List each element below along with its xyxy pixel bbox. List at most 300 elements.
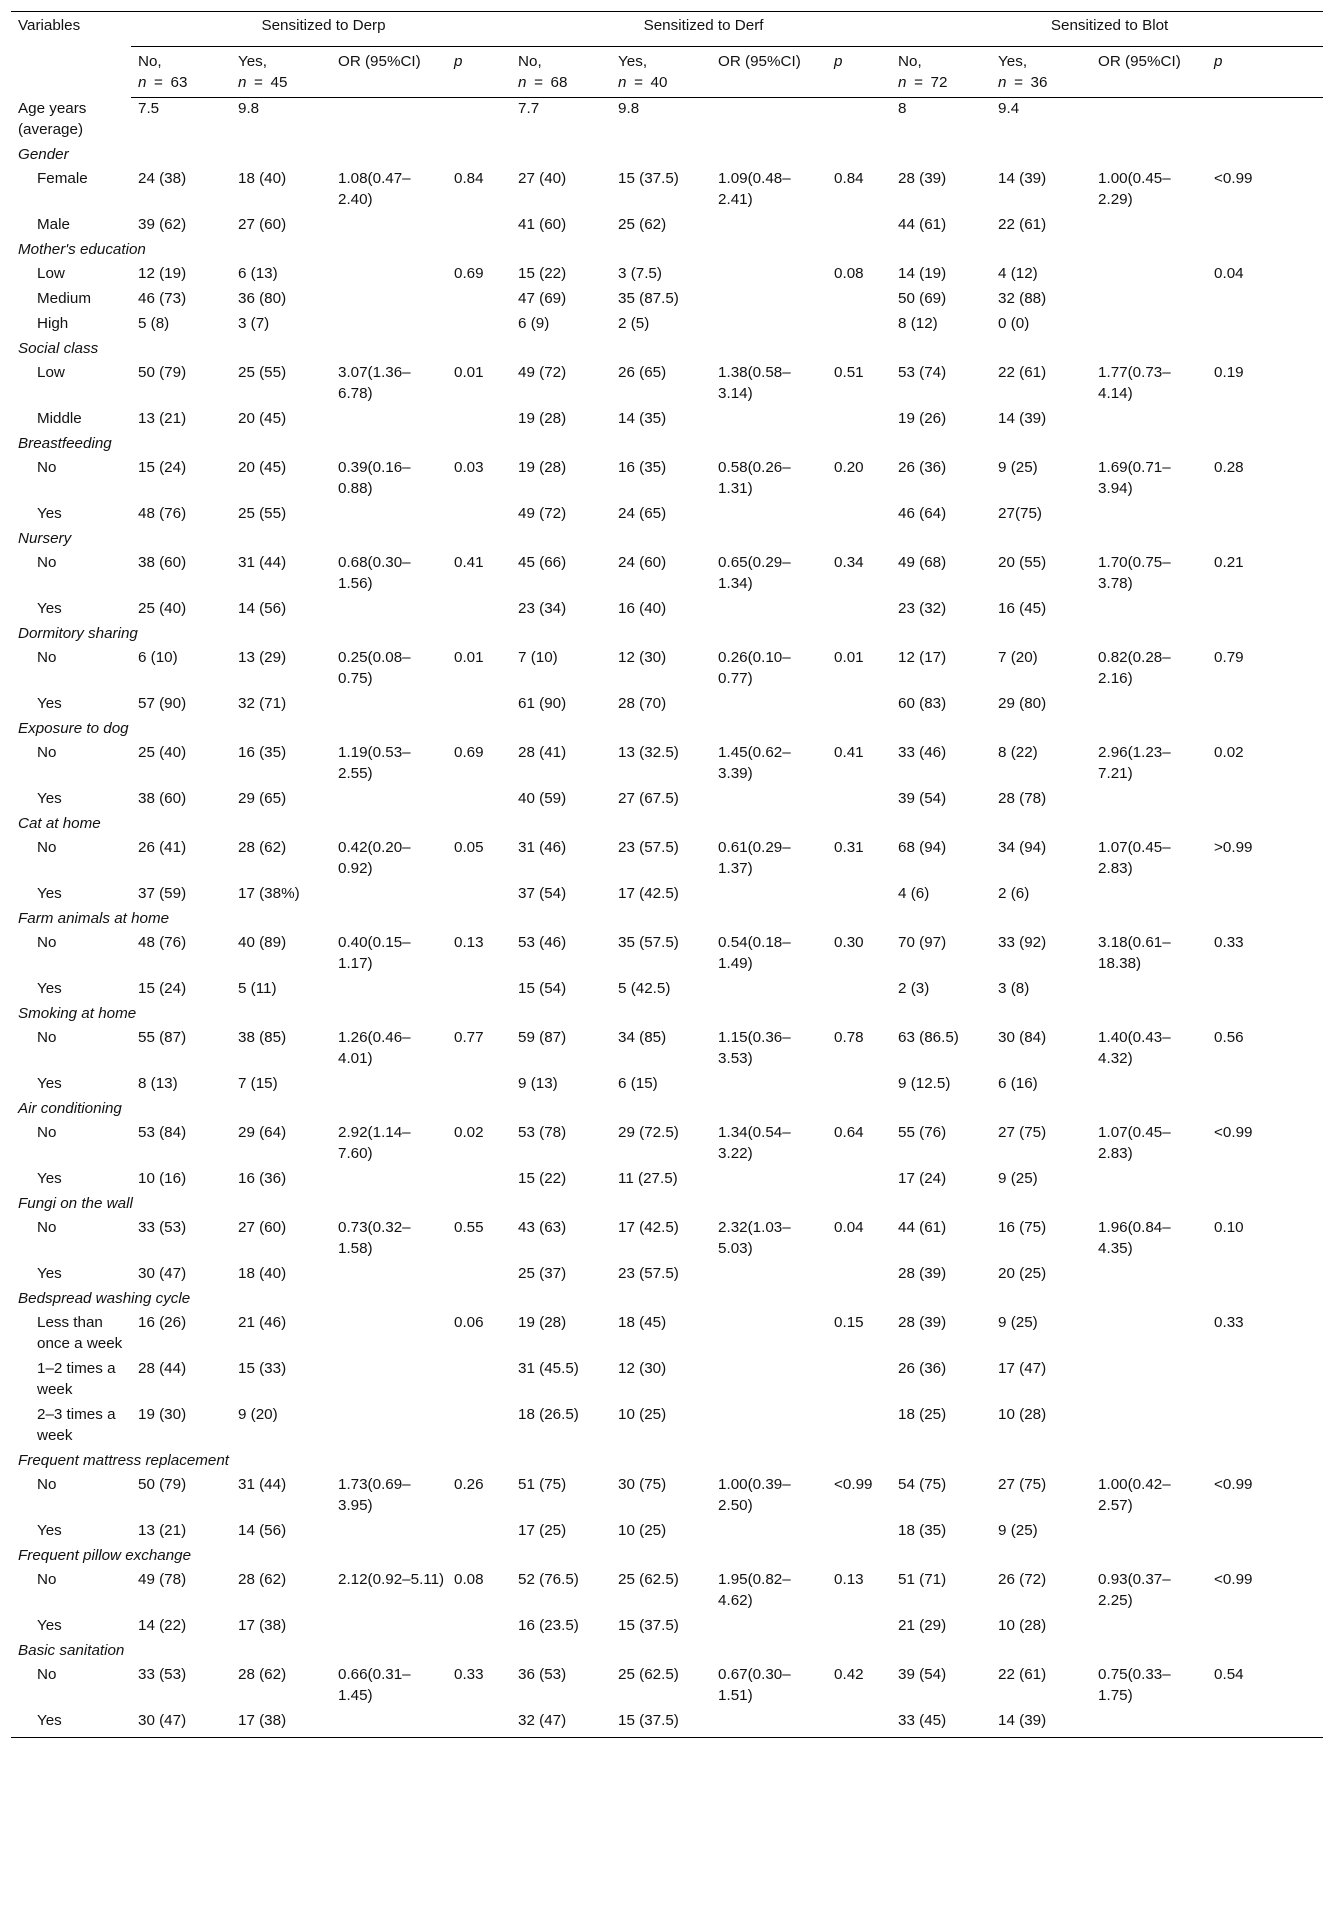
table-cell: 0.84 [454,169,484,187]
table-cell: 26 (65) [618,363,667,381]
table-cell: 15 (24) [138,979,187,997]
table-cell: 16 (23.5) [518,1616,579,1634]
table-cell [1207,1168,1323,1193]
row-label: Yes [37,979,62,997]
table-cell: 10 (16) [138,1169,187,1187]
table-cell: 30 (84) [998,1028,1047,1046]
table-cell: 0.69 [454,743,484,761]
table-cell: 2 (5) [618,314,650,332]
section-row [11,433,1323,457]
table-cell: 0.08 [834,264,864,282]
table-cell [447,288,511,313]
table-cell: 0.61(0.29–1.37) [718,838,791,877]
table-cell [1091,1073,1207,1098]
table-cell: 7.7 [518,100,540,117]
table-cell: 28 (39) [898,169,947,187]
table-cell: 28 (70) [618,694,667,712]
table-cell [447,1358,511,1404]
table-cell: 0.54(0.18–1.49) [718,933,791,972]
table-cell: 27 (40) [518,169,567,187]
section-label: Breastfeeding [18,434,112,452]
table-cell: 1.70(0.75–3.78) [1098,553,1171,592]
table-cell [1091,408,1207,433]
section-row [11,239,1323,263]
table-cell: 0.42(0.20–0.92) [338,838,411,877]
table-cell: 24 (38) [138,169,187,187]
row-label: Yes [37,789,62,807]
table-cell [331,1312,447,1358]
table-row [11,503,1323,528]
row-label: No [37,933,57,951]
table-cell: 28 (44) [138,1359,187,1377]
table-cell: 38 (60) [138,789,187,807]
table-cell: 28 (62) [238,838,287,856]
table-cell [1207,788,1323,813]
table-cell: 0.26(0.10–0.77) [718,648,791,687]
table-cell [1091,598,1207,623]
table-cell [711,214,827,239]
table-cell: 0.64 [834,1123,864,1141]
table-cell: 19 (28) [518,458,567,476]
table-cell: 10 (25) [618,1521,667,1539]
table-cell: 46 (73) [138,289,187,307]
table-cell: 16 (26) [138,1313,187,1331]
table-cell [827,408,891,433]
table-body [11,98,1323,1738]
table-cell: 0.33 [454,1665,484,1683]
table-cell: 1.15(0.36–3.53) [718,1028,791,1067]
table-cell: 49 (72) [518,504,567,522]
table-cell: 0.75(0.33–1.75) [1098,1665,1171,1704]
table-cell: 0.02 [454,1123,484,1141]
table-cell: 14 (39) [998,409,1047,427]
table-cell: 28 (78) [998,789,1047,807]
section-row [11,718,1323,742]
table-cell: 22 (61) [998,363,1047,381]
table-row [11,408,1323,433]
table-cell: 27 (60) [238,1218,287,1236]
table-cell: 25 (55) [238,363,287,381]
table-cell: 18 (40) [238,169,287,187]
table-cell [711,1168,827,1193]
section-label: Cat at home [18,814,101,832]
table-cell: 0.78 [834,1028,864,1046]
row-label: 2–3 times a week [37,1405,116,1444]
table-cell: 15 (37.5) [618,169,679,187]
table-cell: 9 (25) [998,1521,1038,1539]
table-cell: 25 (37) [518,1264,567,1282]
table-cell [1091,214,1207,239]
table-cell [1207,1404,1323,1450]
table-cell: 32 (71) [238,694,287,712]
section-row [11,338,1323,362]
table-cell: 8 (12) [898,314,938,332]
table-cell [1091,1710,1207,1738]
table-cell: 0.93(0.37–2.25) [1098,1570,1171,1609]
table-cell: 23 (57.5) [618,1264,679,1282]
table-cell: 20 (55) [998,553,1047,571]
table-cell: 51 (75) [518,1475,567,1493]
table-cell: 0.13 [834,1570,864,1588]
table-cell: 17 (38) [238,1616,287,1634]
table-cell: 0.73(0.32–1.58) [338,1218,411,1257]
table-cell: 22 (61) [998,1665,1047,1683]
table-cell [711,1073,827,1098]
table-cell: 6 (10) [138,648,178,666]
table-cell: 14 (56) [238,1521,287,1539]
table-cell [711,1710,827,1738]
table-cell: 7 (15) [238,1074,278,1092]
table-cell: 54 (75) [898,1475,947,1493]
table-cell [331,1615,447,1640]
table-cell: 15 (22) [518,264,567,282]
table-cell: 28 (62) [238,1570,287,1588]
table-cell: 27 (75) [998,1475,1047,1493]
table-cell: 61 (90) [518,694,567,712]
subheader-blot-no: No, n = 72 [891,47,991,98]
table-cell [447,1615,511,1640]
table-cell: 35 (57.5) [618,933,679,951]
group-header-derp: Sensitized to Derp [131,12,511,47]
table-cell: 21 (29) [898,1616,947,1634]
table-row [11,1710,1323,1738]
subheader-derf-or: OR (95%CI) [711,47,827,98]
table-cell: 27(75) [998,504,1042,522]
row-label: Female [37,169,88,187]
table-cell: 3 (7.5) [618,264,662,282]
table-cell [331,313,447,338]
table-row [11,168,1323,214]
table-cell: 20 (45) [238,409,287,427]
table-cell: 1.38(0.58–3.14) [718,363,791,402]
subheader-derp-no: No, n = 63 [131,47,231,98]
table-row [11,1217,1323,1263]
table-cell: 19 (26) [898,409,947,427]
table-cell [447,1520,511,1545]
table-row [11,214,1323,239]
table-cell: 55 (87) [138,1028,187,1046]
table-cell [447,1404,511,1450]
section-row [11,1193,1323,1217]
table-cell [711,313,827,338]
table-cell [827,1168,891,1193]
table-cell: 15 (37.5) [611,1710,711,1738]
table-cell [827,1358,891,1404]
table-cell: 6 (16) [998,1074,1038,1092]
table-cell: 0.19 [1214,363,1244,381]
table-cell: 9.4 [998,100,1020,117]
section-label: Nursery [18,529,72,547]
table-cell [1207,313,1323,338]
table-cell [827,883,891,908]
table-cell: 25 (62.5) [618,1665,679,1683]
row-label: No [37,1123,57,1141]
table-cell: 41 (60) [518,215,567,233]
table-cell: 2.96(1.23–7.21) [1098,743,1171,782]
row-label: Yes [37,1074,62,1092]
table-cell [711,1312,827,1358]
table-cell [711,598,827,623]
table-cell: 4 (12) [998,264,1038,282]
table-cell [711,1404,827,1450]
subheader-derp-or: OR (95%CI) [331,47,447,98]
row-label: No [37,458,57,476]
table-cell: 40 (89) [238,933,287,951]
table-cell: 33 (46) [898,743,947,761]
table-cell: 12 (17) [898,648,947,666]
table-cell: 0.58(0.26–1.31) [718,458,791,497]
table-cell: 25 (62.5) [618,1570,679,1588]
table-cell: 26 (72) [998,1570,1047,1588]
table-cell: 22 (61) [998,215,1047,233]
table-row [11,1027,1323,1073]
table-cell [711,1520,827,1545]
row-label: No [37,838,57,856]
table-cell: 26 (36) [898,1359,947,1377]
table-cell: 14 (22) [138,1616,187,1634]
table-cell: 0.41 [834,743,864,761]
table-row [11,883,1323,908]
table-cell: 0.33 [1214,1313,1244,1331]
table-cell: 25 (40) [138,599,187,617]
table-cell: 16 (75) [998,1218,1047,1236]
table-cell: 49 (72) [518,363,567,381]
table-cell: 0.21 [1214,553,1244,571]
table-cell: 19 (28) [518,409,567,427]
table-cell: 0 (0) [998,314,1030,332]
row-label: Age years (average) [18,99,87,138]
table-row [11,837,1323,883]
table-cell: 37 (54) [518,884,567,902]
section-row [11,528,1323,552]
table-cell: 16 (36) [238,1169,287,1187]
table-cell: 16 (40) [618,599,667,617]
table-cell [711,693,827,718]
table-cell: 31 (44) [238,1475,287,1493]
section-row [11,1545,1323,1569]
table-cell [1091,883,1207,908]
table-cell [1091,788,1207,813]
table-cell: <0.99 [1214,1123,1253,1141]
table-cell: 6 (13) [238,264,278,282]
table-cell [827,978,891,1003]
table-cell: 27 (60) [238,215,287,233]
section-row [11,144,1323,168]
table-cell: 20 (25) [998,1264,1047,1282]
row-label: Yes [37,1169,62,1187]
table-row [11,1358,1323,1404]
table-cell: 9.8 [618,100,640,117]
row-label: Yes [37,884,62,902]
table-cell: 2 (3) [898,979,930,997]
table-cell: 1.40(0.43–4.32) [1098,1028,1171,1067]
table-cell [1091,98,1207,144]
table-cell: <0.99 [1214,1475,1253,1493]
table-cell [331,214,447,239]
table-cell [827,98,891,144]
table-cell: 18 (35) [898,1521,947,1539]
table-row [11,1168,1323,1193]
table-cell: 49 (78) [138,1570,187,1588]
table-cell: 1.08(0.47–2.40) [338,169,411,208]
table-cell: 13 (21) [138,409,187,427]
table-cell: 1.45(0.62–3.39) [718,743,791,782]
table-cell: 38 (60) [138,553,187,571]
table-cell: 50 (69) [898,289,947,307]
table-cell: 1.34(0.54–3.22) [718,1123,791,1162]
table-cell [331,978,447,1003]
table-row [11,1569,1323,1615]
row-label: Yes [37,599,62,617]
table-cell: 18 (26.5) [518,1405,579,1423]
table-cell [1207,883,1323,908]
table-cell: <0.99 [834,1475,873,1493]
table-cell: 0.08 [454,1570,484,1588]
table-cell [827,1615,891,1640]
row-label: Yes [37,694,62,712]
table-row [11,457,1323,503]
table-cell: 15 (37.5) [618,1616,679,1634]
table-cell: 1.09(0.48–2.41) [718,169,791,208]
table-cell: 0.77 [454,1028,484,1046]
table-cell [1207,1073,1323,1098]
table-row [11,552,1323,598]
table-cell: 44 (61) [898,1218,947,1236]
table-cell [711,503,827,528]
table-cell: 48 (76) [138,933,187,951]
table-cell: 8 [898,100,907,117]
table-cell [331,98,447,144]
table-row [11,1520,1323,1545]
table-cell: 0.39(0.16–0.88) [338,458,411,497]
table-row [11,1122,1323,1168]
table-cell: 0.26 [454,1475,484,1493]
table-cell: 9 (25) [998,1169,1038,1187]
variables-header: Variables [11,12,131,98]
table-cell [1207,1710,1323,1738]
table-cell [331,1404,447,1450]
table-cell: 13 (32.5) [618,743,679,761]
table-cell [447,883,511,908]
table-cell [447,503,511,528]
table-cell: 44 (61) [898,215,947,233]
row-label: 1–2 times a week [37,1359,116,1398]
table-cell [711,263,827,288]
row-label: No [37,648,57,666]
table-cell: 63 (86.5) [898,1028,959,1046]
table-cell [1207,214,1323,239]
table-cell: 1.07(0.45–2.83) [1098,1123,1171,1162]
table-row [11,647,1323,693]
subheader-row [11,47,1323,98]
table-cell: 0.01 [834,648,864,666]
table-cell: 16 (35) [238,743,287,761]
table-cell: 17 (25) [518,1521,567,1539]
table-cell: 17 (38) [231,1710,331,1738]
table-cell [711,1615,827,1640]
group-header-blot: Sensitized to Blot [891,12,1323,47]
table-cell: 17 (47) [998,1359,1047,1377]
table-cell: 1.26(0.46–4.01) [338,1028,411,1067]
section-label: Bedspread washing cycle [18,1289,191,1307]
table-cell: 23 (34) [518,599,567,617]
table-cell: 0.15 [834,1313,864,1331]
row-label: Yes [37,1616,62,1634]
table-cell: 0.02 [1214,743,1244,761]
table-cell [1091,693,1207,718]
table-cell [447,693,511,718]
table-row [11,693,1323,718]
table-cell: 7 (20) [998,648,1038,666]
table-cell: 32 (88) [998,289,1047,307]
row-label: Male [37,215,70,233]
table-cell: 0.31 [834,838,864,856]
subheader-derp-p: p [447,47,511,98]
table-cell [447,313,511,338]
table-cell [711,408,827,433]
table-row [11,932,1323,978]
table-cell: 15 (22) [518,1169,567,1187]
table-cell: 60 (83) [898,694,947,712]
table-cell: 3 (7) [238,314,270,332]
table-cell: 36 (53) [518,1665,567,1683]
table-cell: 0.66(0.31–1.45) [338,1665,411,1704]
table-cell [447,598,511,623]
row-label: Medium [37,289,92,307]
table-cell [827,1073,891,1098]
table-cell: 39 (54) [898,789,947,807]
row-label: Middle [37,409,82,427]
table-cell [331,598,447,623]
row-label: No [37,1570,57,1588]
table-cell: 12 (19) [138,264,187,282]
table-cell [447,214,511,239]
table-cell: 13 (21) [138,1521,187,1539]
table-cell [711,788,827,813]
table-cell: 0.34 [834,553,864,571]
table-cell: 0.41 [454,553,484,571]
table-row [11,313,1323,338]
table-cell: 3.07(1.36–6.78) [338,363,411,402]
section-label: Exposure to dog [18,719,129,737]
table-row [11,362,1323,408]
section-row [11,1098,1323,1122]
table-cell: 17 (38%) [238,884,300,902]
table-cell: 2.32(1.03–5.03) [718,1218,791,1257]
table-row [11,288,1323,313]
section-label: Social class [18,339,99,357]
table-cell [447,1168,511,1193]
section-row [11,1288,1323,1312]
table-cell: 9.8 [238,100,260,117]
table-cell [1091,1312,1207,1358]
table-cell: 0.04 [1214,264,1244,282]
subheader-blot-or: OR (95%CI) [1091,47,1207,98]
table-cell: 15 (24) [138,458,187,476]
table-cell: 0.65(0.29–1.34) [718,553,791,592]
results-table-container [11,11,1323,1738]
table-row [11,1073,1323,1098]
table-cell: 0.40(0.15–1.17) [338,933,411,972]
table-cell: 0.30 [834,933,864,951]
row-label: Yes [37,1521,62,1539]
table-cell: 37 (59) [138,884,187,902]
table-cell [1091,503,1207,528]
table-cell [1091,313,1207,338]
table-cell [711,288,827,313]
table-cell: 25 (62) [618,215,667,233]
table-cell: 31 (44) [238,553,287,571]
